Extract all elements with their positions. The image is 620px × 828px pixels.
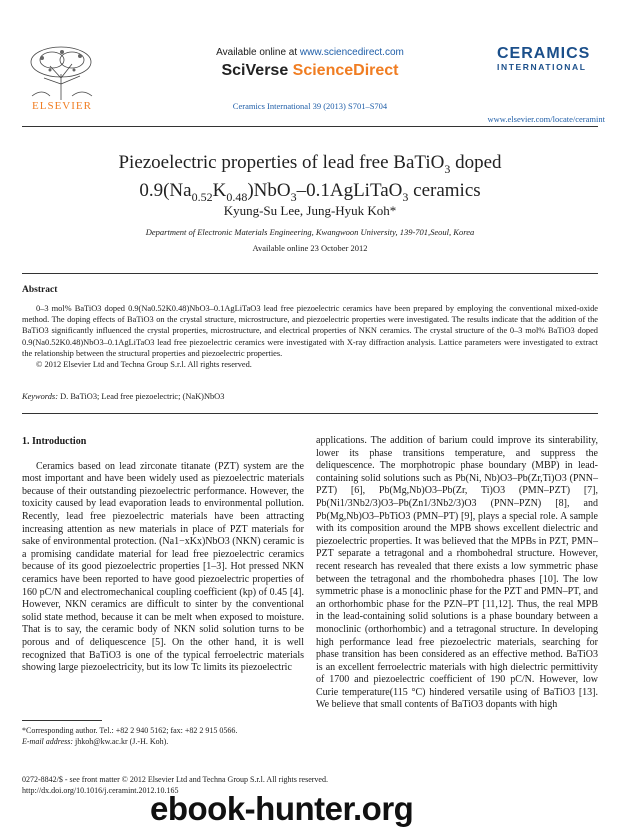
left-column <box>22 436 304 675</box>
publisher-wordmark: ELSEVIER <box>32 100 92 112</box>
journal-logo-line2: INTERNATIONAL <box>497 62 587 72</box>
footnote <box>22 726 322 747</box>
affiliation: Department of Electronic Materials Engineering, Kwangwoon University, 139-701,Seoul, Korea <box>145 227 475 237</box>
sciverse-prefix: SciVerse <box>221 62 293 79</box>
email-address[interactable]: jhkoh@kw.ac.kr (J.-H. Koh). <box>75 736 169 746</box>
journal-url-link[interactable]: www.elsevier.com/locate/ceramint <box>487 114 605 124</box>
sciverse-brand <box>175 62 445 80</box>
available-online-prefix: Available online at <box>216 47 300 58</box>
footnote-rule <box>22 720 102 721</box>
corresponding-author: *Corresponding author. Tel.: +82 2 940 5162; fax: +82 2 915 0566. <box>22 726 238 735</box>
authors: Kyung-Su Lee, Jung-Hyuk Koh* <box>223 203 397 218</box>
journal-logo <box>497 46 597 73</box>
section-heading: 1. Introduction <box>22 436 87 447</box>
doi-link[interactable]: http://dx.doi.org/10.1016/j.ceramint.2012.10.165 <box>22 785 179 795</box>
copyright-line: © 2012 Elsevier Ltd and Techna Group S.r.l. All rights reserved. <box>36 360 252 370</box>
keywords-label: Keywords: <box>22 392 58 401</box>
abstract-heading: Abstract <box>22 285 58 295</box>
watermark: ebook-hunter.org <box>150 790 414 827</box>
abstract-body <box>22 303 598 370</box>
email-label: E-mail address: <box>22 736 74 746</box>
keywords-text: D. BaTiO3; Lead free piezoelectric; (NaK)NbO3 <box>60 392 225 401</box>
right-column <box>316 435 598 712</box>
abstract-top-rule <box>22 273 598 274</box>
title-line-2: $0.9(Na_{0.52}K_{0.48})NbO_3-0.1AgLiTaO_3$ ceramics <box>139 179 481 204</box>
sciencedirect-link[interactable]: www.sciencedirect.com <box>299 47 404 58</box>
header-rule <box>22 126 598 127</box>
available-online-line <box>190 47 430 58</box>
available-online-date: Available online 23 October 2012 <box>252 243 368 253</box>
email-line <box>22 737 322 748</box>
sciencedirect-brand: ScienceDirect <box>292 62 399 79</box>
title-line-1: Piezoelectric properties of lead free BaTiO$_3$ doped <box>118 152 502 176</box>
abstract-bottom-rule <box>22 413 598 414</box>
keywords-line <box>22 392 224 401</box>
issn-line: 0272-8842/$ - see front matter © 2012 Elsevier Ltd and Techna Group S.r.l. All rights reserved. <box>22 775 328 784</box>
intro-paragraph-right: applications. The addition of barium could improve its sinterability, lower its phase transitions temperature, and suppress the deliquescence. The morphotropic phase boundary (MBP) in lead-containing solid solutions such as Pb(Ni, Nb)O3–Pb(Zr,Ti)O3 (PNN–PZT) [6], Pb(Mg,Nb)O3–Pb(Zr, Ti)O3 (PMN–PZT) [7], Pb(Ni1/3Nb2/3)O3–Pb(Zn1/3Nb2/3)O3 (PNN–PZN) [8], and Pb(Mg,Nb)O3–PbTiO3 (PMN–PT) [9], plays a special role. A sample with its composition around the MPB shows excellent dielectric and piezoelectric properties. It was believed that the MPBs in PZT, PMN–PZT separate a tetragonal and a rhombohedral structure. However, recent research has revealed that there exists a low symmetric phase between the tetragonal and the rhombohedra phases [10]. The low symmetric phase is a monoclinic phase for the PZT and PMN–PT, and an orthorhombic phase for the PZN–PT [11,12]. Thus, the real MPB in the lead-containing solid solutions is a phase boundary between a monoclinic (orthorhombic) and a tetragonal structure. In developing high performance lead free piezoelectric materials, searching for phase transition has been considered as an effective method. BaTiO3 is an excellent ferroelectric materials with high dielectric permittivity of 1700 and piezoelectric coefficient of 190 pC/N. However, low Curie temperature(115 °C) hindered versatile using of BaTiO3 [13]. We believe that small contents of BaTiO3 dopants with high <box>316 435 598 711</box>
intro-paragraph-left: Ceramics based on lead zirconate titanate (PZT) system are the most important and have been widely used as piezoelectric materials because of their outstanding piezoelectric performance. However, the toxicity caused by lead evaporation leads to environmental pollution. Recently, lead free piezoelectric materials have been attracting increasing attention as new materials in place of PZT materials for sake of environmental protection. (Na1−xKx)NbO3 (NKN) ceramic is a promising candidate material for lead free piezoelectric ceramics because of its good piezoelectric properties [1–3]. Hot pressed NKN ceramics have been reported to have good piezoelectric properties of 160 pC/N and electromechanical coupling coefficient (kp) of 0.45 [4]. However, NKN ceramics are difficult to sinter by the conventional solid state method, because it can be melt when exposed to moisture. That is to say, the ceramic body of NKN solid solution turns to be porous and of deliquescence [5]. On the other hand, it is well recognized that BaTiO3 is one of the typical ferroelectric materials showing large piezoelectricity, but its low Tc limits its piezoelectric <box>22 460 304 674</box>
elsevier-tree-logo <box>22 44 100 102</box>
journal-logo-line1: CERAMICS <box>497 45 591 62</box>
abstract-text: 0–3 mol% BaTiO3 doped 0.9(Na0.52K0.48)NbO3–0.1AgLiTaO3 lead free piezoelectric ceramics have been prepared by employing the conventional mixed-oxide method. The doping effects of BaTiO3 on the crystal structure, microstructure, and piezoelectric properties were investigated. The results indicate that the addition of the BaTiO3 significantly influenced the crystal properties, microstructure, and electrical properties of NKN ceramics. The crystal structure of the 0–3 mol% BaTiO3 doped 0.9(Na0.52K0.48)NbO3–0.1AgLiTaO3 lead free piezoelectric ceramics were investigated with X-ray diffraction analysis. Lattice parameters were investigated to extract the relationship between the structural properties and piezoelectric properties. <box>22 304 598 358</box>
journal-reference[interactable]: Ceramics International 39 (2013) S701–S704 <box>232 101 388 111</box>
article-title <box>22 152 598 208</box>
